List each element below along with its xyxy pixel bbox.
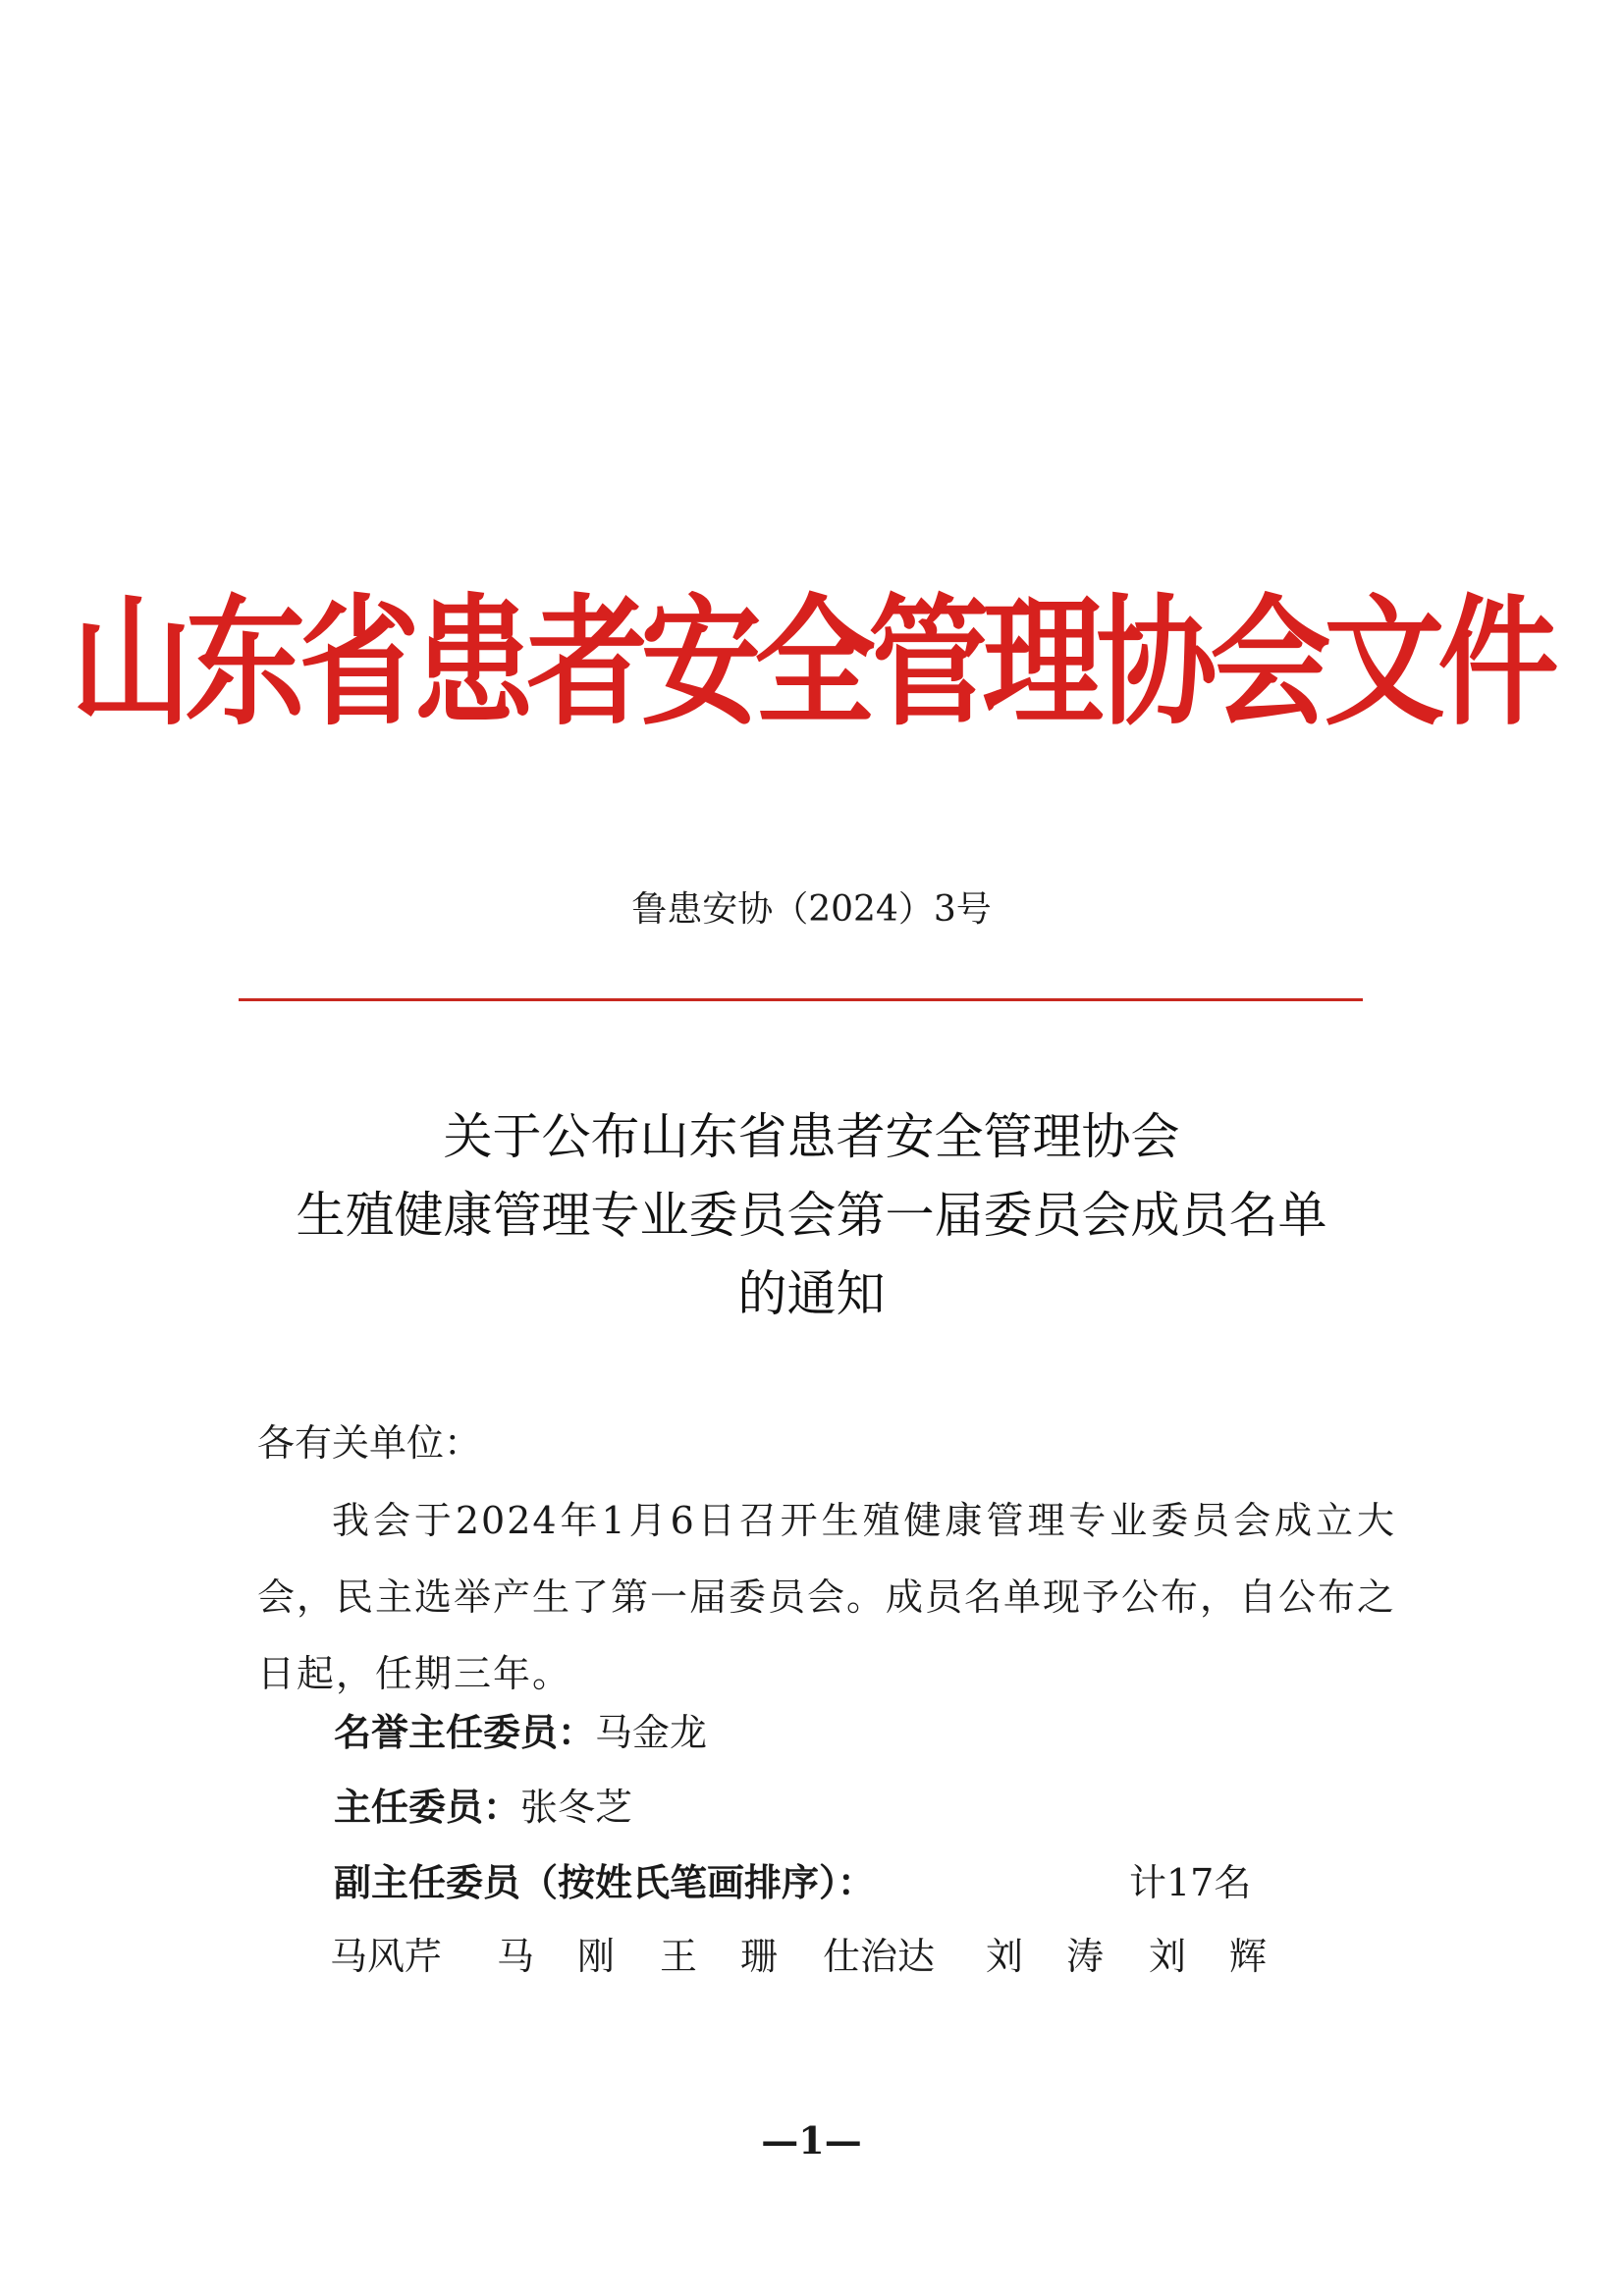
vice-chair-name: 刘辉 — [1149, 1935, 1311, 1978]
vice-chairs-label: 副主任委员（按姓氏笔画排序）： — [334, 1860, 876, 1904]
notice-title — [0, 1097, 1623, 1333]
vice-chair-name: 刘涛 — [986, 1935, 1148, 1978]
notice-title-line-2: 生殖健康管理专业委员会第一届委员会成员名单 — [296, 1187, 1327, 1244]
honorary-chair-line — [334, 1708, 707, 1757]
chair-label: 主任委员： — [334, 1785, 521, 1829]
vice-chair-name: 王珊 — [660, 1935, 822, 1978]
salutation: 各有关单位： — [257, 1421, 482, 1465]
header-divider — [239, 998, 1363, 1001]
vice-chairs-count: 计17名 — [1129, 1861, 1252, 1904]
honorary-chair-label: 名誉主任委员： — [334, 1710, 596, 1754]
document-header-title: 山东省患者安全管理协会文件 — [71, 582, 1552, 746]
vice-chairs-list — [330, 1932, 1312, 1981]
vice-chair-name: 仕治达 — [823, 1935, 936, 1978]
body-paragraph: 我会于2024年1月6日召开生殖健康管理专业委员会成立大会，民主选举产生了第一届委员会。成员名单现予公布，自公布之日起，任期三年。 — [257, 1499, 1397, 1695]
page-number: —1— — [761, 2118, 862, 2163]
honorary-chair-name: 马金龙 — [595, 1711, 708, 1754]
chair-line — [334, 1783, 632, 1832]
document-number: 鲁患安协（2024）3号 — [631, 889, 992, 930]
notice-title-line-3: 的通知 — [737, 1265, 886, 1322]
chair-name: 张冬芝 — [520, 1786, 633, 1829]
notice-title-line-1: 关于公布山东省患者安全管理协会 — [443, 1108, 1180, 1165]
vice-chairs-line — [334, 1858, 875, 1907]
vice-chair-name: 马风芹 — [330, 1935, 443, 1978]
vice-chair-name: 马刚 — [497, 1935, 659, 1978]
